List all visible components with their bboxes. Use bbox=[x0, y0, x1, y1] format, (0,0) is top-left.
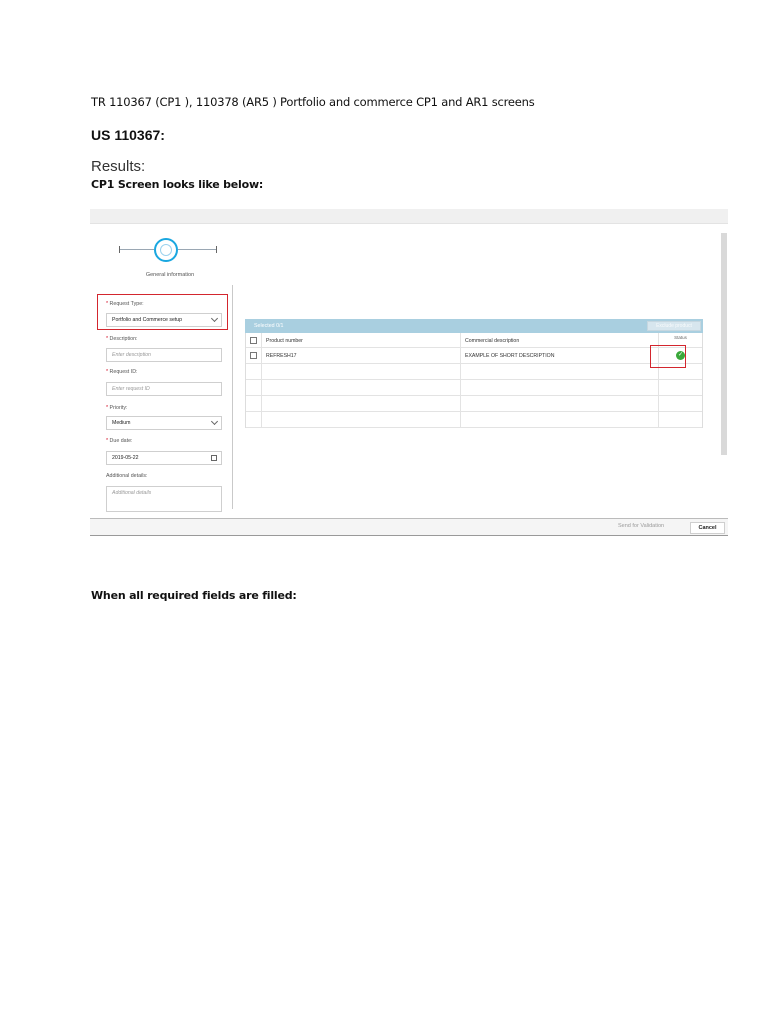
stepper-line-left bbox=[120, 249, 154, 250]
column-header-status[interactable]: Status bbox=[674, 335, 687, 340]
table-row-empty bbox=[246, 364, 702, 380]
select-all-checkbox[interactable] bbox=[250, 337, 257, 344]
additional-details-textarea[interactable]: Additional details bbox=[106, 486, 222, 512]
cancel-button[interactable]: Cancel bbox=[690, 522, 725, 534]
product-table bbox=[245, 333, 703, 428]
step-label: General information bbox=[145, 272, 195, 278]
table-selection-bar bbox=[245, 319, 703, 333]
cp1-caption: CP1 Screen looks like below: bbox=[91, 178, 264, 191]
scrollbar[interactable] bbox=[721, 233, 727, 455]
row-checkbox[interactable] bbox=[250, 352, 257, 359]
table-row-empty bbox=[246, 380, 702, 396]
priority-label: * Priority: bbox=[106, 405, 128, 411]
additional-details-label: Additional details: bbox=[106, 473, 148, 479]
request-type-label: * Request Type: bbox=[106, 301, 144, 307]
table-row[interactable] bbox=[246, 348, 702, 364]
table-row-empty bbox=[246, 396, 702, 412]
due-date-label: * Due date: bbox=[106, 438, 133, 444]
description-input[interactable]: Enter description bbox=[106, 348, 222, 362]
request-id-input[interactable]: Enter request ID bbox=[106, 382, 222, 396]
us-heading: US 110367: bbox=[91, 127, 165, 143]
action-footer bbox=[90, 518, 728, 536]
stepper-end-tick bbox=[216, 246, 217, 253]
results-label: Results: bbox=[91, 158, 146, 175]
chevron-down-icon bbox=[211, 315, 218, 322]
selected-count: Selected 0/1 bbox=[254, 323, 284, 329]
required-fields-caption: When all required fields are filled: bbox=[91, 589, 297, 602]
commercial-description-cell: EXAMPLE OF SHORT DESCRIPTION bbox=[461, 348, 659, 363]
panel-divider bbox=[232, 285, 233, 509]
send-for-validation-button[interactable]: Send for Validation bbox=[618, 523, 665, 529]
product-number-cell: REFRESH17 bbox=[262, 348, 461, 363]
due-date-input[interactable]: 2019-05-22 bbox=[106, 451, 222, 465]
request-id-label: * Request ID: bbox=[106, 369, 138, 375]
cp1-screenshot bbox=[90, 209, 728, 537]
check-circle-icon: ✓ bbox=[677, 352, 684, 358]
exclude-product-button[interactable]: Exclude product bbox=[647, 321, 701, 331]
column-header-commercial-description[interactable]: Commercial description bbox=[461, 333, 659, 347]
calendar-icon[interactable] bbox=[211, 455, 217, 461]
priority-select[interactable]: Medium bbox=[106, 416, 222, 430]
screenshot-top-bar bbox=[90, 209, 728, 224]
status-highlight bbox=[650, 345, 686, 368]
document-title-line: TR 110367 (CP1 ), 110378 (AR5 ) Portfolio and commerce CP1 and AR1 screens bbox=[91, 95, 535, 109]
request-type-select[interactable]: Portfolio and Commerce setup bbox=[106, 313, 222, 327]
chevron-down-icon bbox=[211, 418, 218, 425]
stepper-line-right bbox=[178, 249, 216, 250]
table-header-row bbox=[246, 333, 702, 348]
description-label: * Description: bbox=[106, 336, 138, 342]
table-row-empty bbox=[246, 412, 702, 428]
column-header-product-number[interactable]: Product number bbox=[262, 333, 461, 347]
step-general-information-icon[interactable] bbox=[154, 238, 178, 262]
